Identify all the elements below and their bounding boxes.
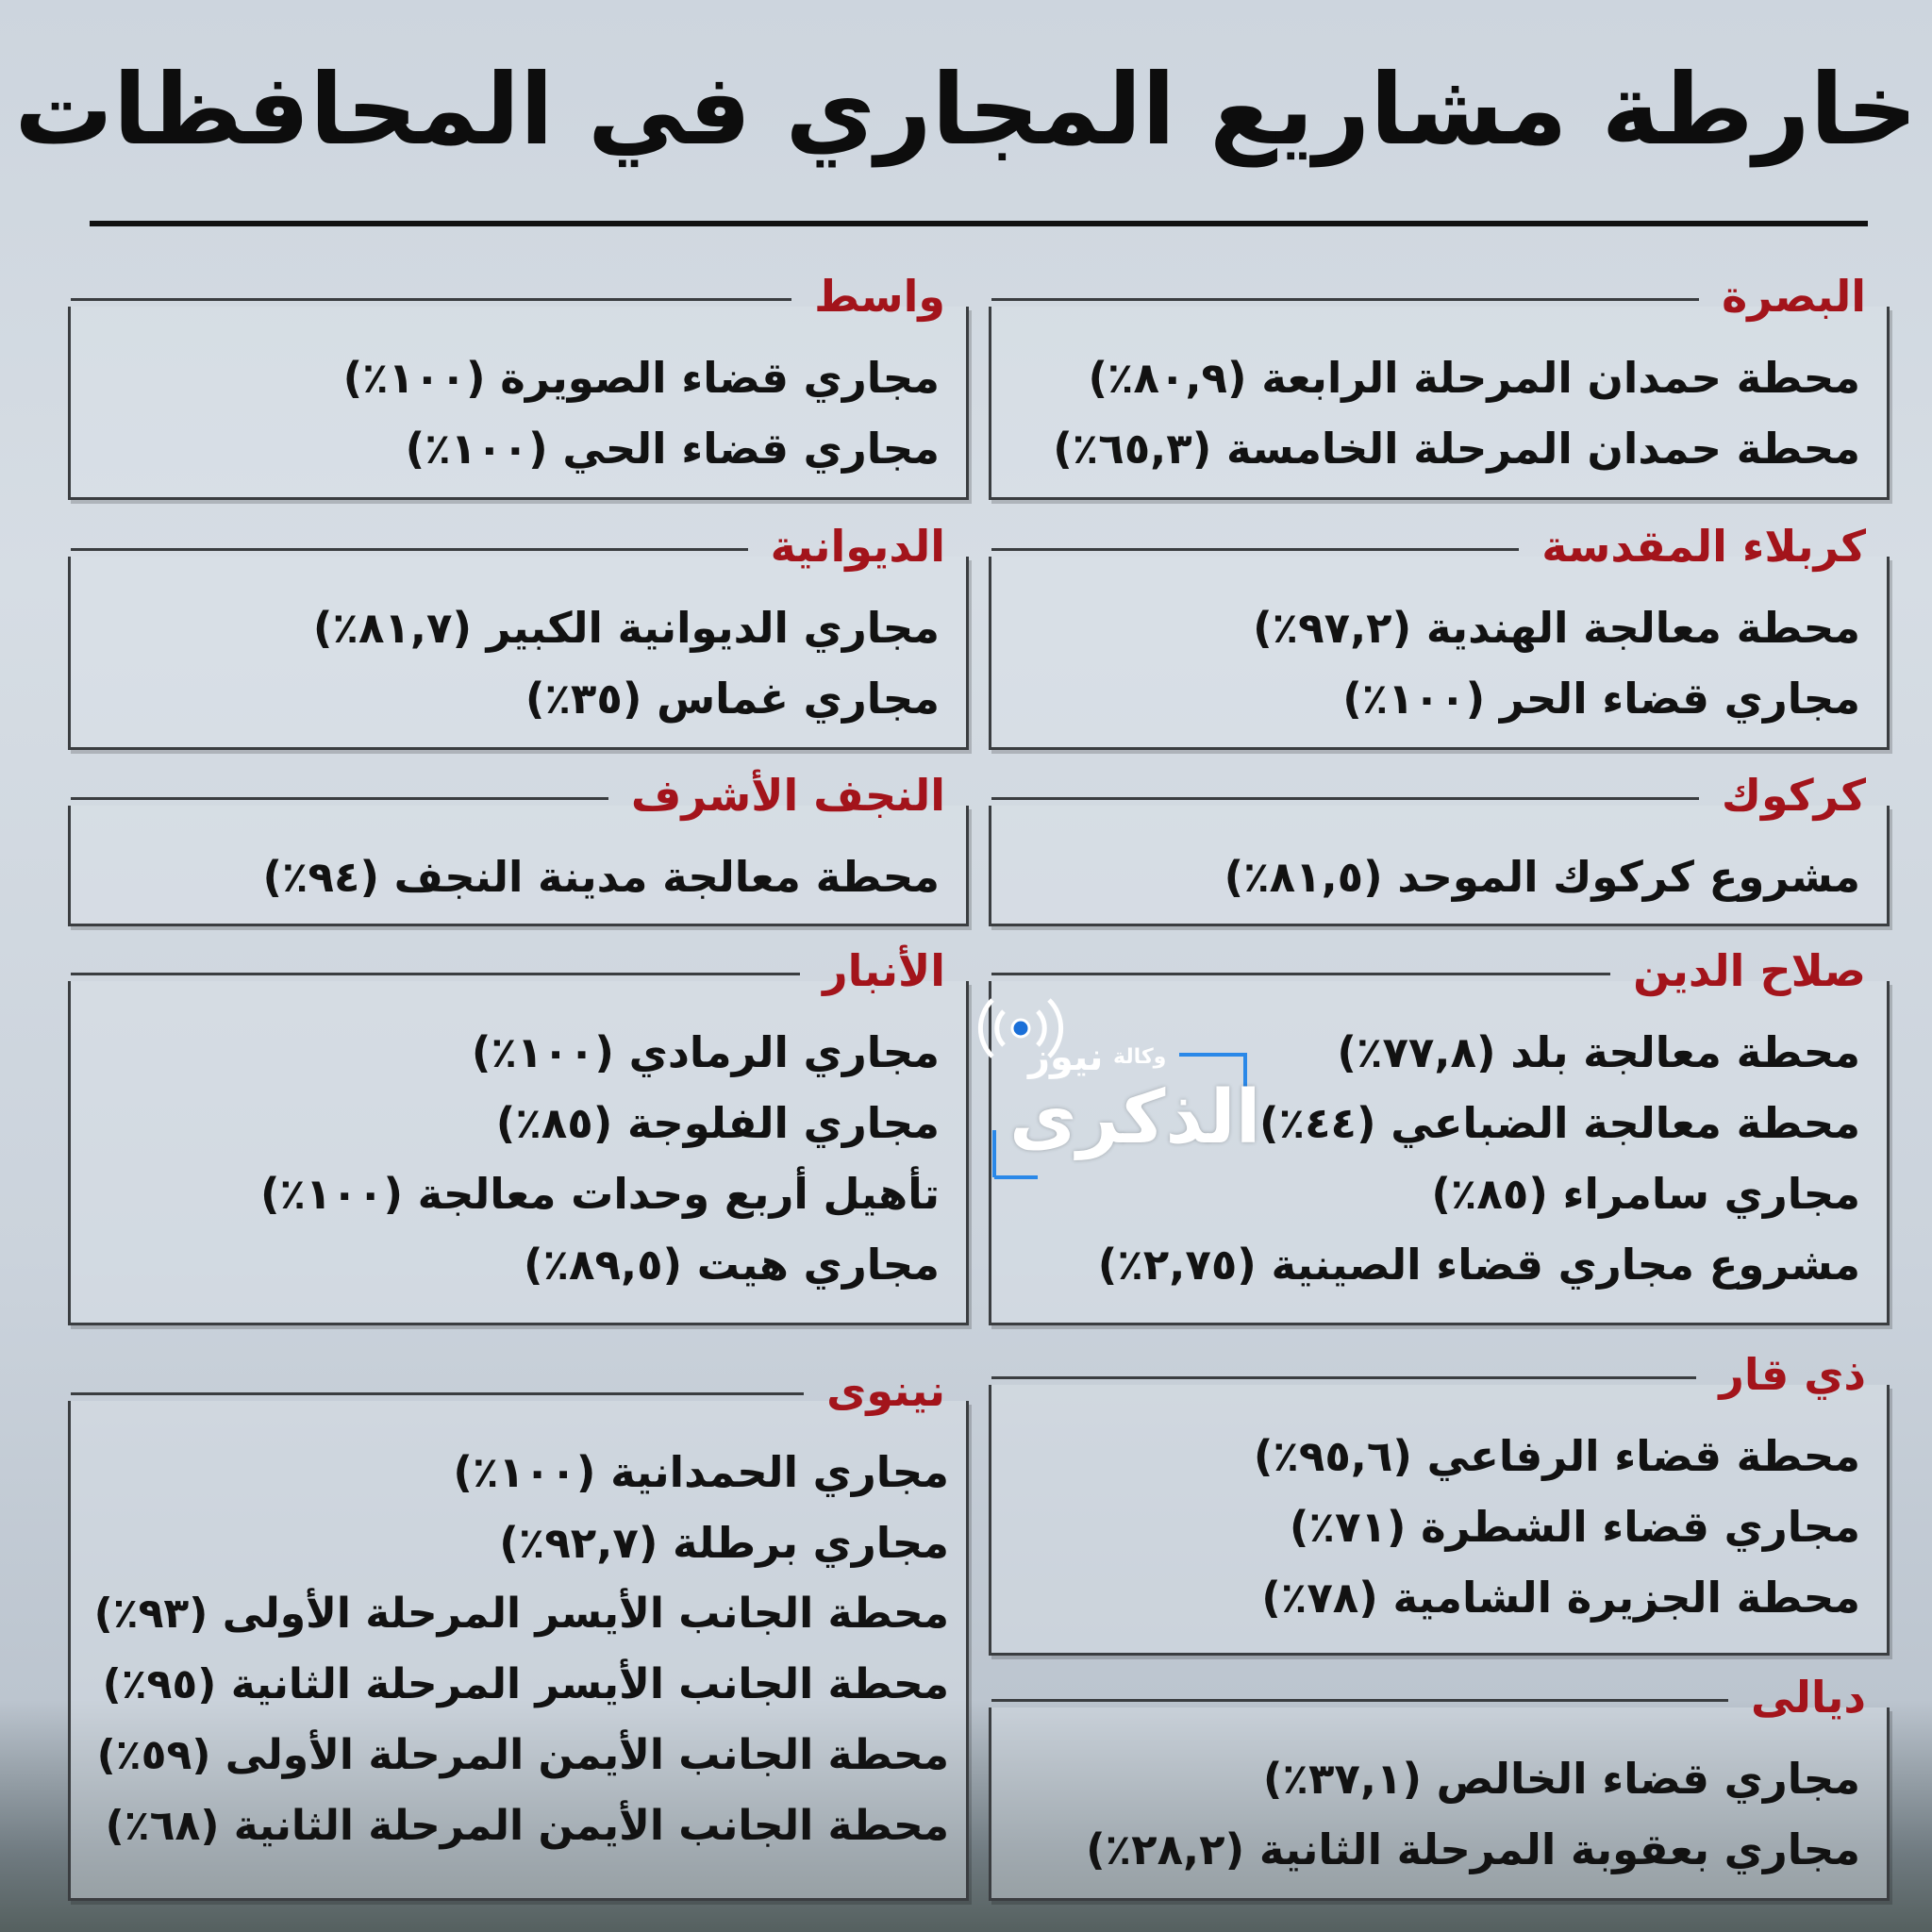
panel-diwaniyah bbox=[68, 521, 969, 750]
panel-karbala bbox=[989, 521, 1890, 750]
project-item: مشروع كركوك الموحد (٨١,٥٪) bbox=[1224, 852, 1860, 902]
province-name: النجف الأشرف bbox=[630, 770, 945, 821]
province-name: ديالى bbox=[1751, 1672, 1866, 1723]
panel-najaf bbox=[68, 770, 969, 926]
project-item: محطة معالجة مدينة النجف (٩٤٪) bbox=[262, 852, 940, 902]
page-title: خارطة مشاريع المجاري في المحافظات bbox=[14, 52, 1918, 167]
project-item: مجاري سامراء (٨٥٪) bbox=[1431, 1169, 1860, 1219]
project-item: محطة الجانب الأيسر المرحلة الثانية (٩٥٪) bbox=[102, 1660, 949, 1708]
panel-dhiqar bbox=[989, 1349, 1890, 1656]
title-divider bbox=[90, 221, 1868, 226]
logo-brand-main: الذكرى bbox=[1009, 1075, 1261, 1160]
panel-basra bbox=[989, 271, 1890, 500]
project-item: مجاري بعقوبة المرحلة الثانية (٢٨,٢٪) bbox=[1086, 1824, 1860, 1874]
project-item: محطة معالجة بلد (٧٧,٨٪) bbox=[1337, 1027, 1860, 1077]
province-name: الأنبار bbox=[823, 945, 945, 996]
project-item: مجاري هيت (٨٩,٥٪) bbox=[524, 1240, 940, 1290]
project-item: تأهيل أربع وحدات معالجة (١٠٠٪) bbox=[259, 1169, 940, 1219]
panel-nineveh bbox=[68, 1365, 969, 1901]
logo-agency-text: وكالة bbox=[1113, 1045, 1167, 1069]
province-name: صلاح الدين bbox=[1633, 945, 1866, 996]
project-item: مجاري الفلوجة (٨٥٪) bbox=[495, 1098, 940, 1148]
province-name: كربلاء المقدسة bbox=[1541, 521, 1866, 572]
panel-kirkuk bbox=[989, 770, 1890, 926]
project-item: محطة حمدان المرحلة الخامسة (٦٥,٣٪) bbox=[1053, 424, 1860, 474]
agency-logo bbox=[972, 989, 1261, 1187]
logo-brand-top: نيوز bbox=[1028, 1036, 1104, 1079]
panel-anbar bbox=[68, 945, 969, 1325]
province-name: كركوك bbox=[1721, 770, 1866, 821]
project-item: محطة الجانب الأيمن المرحلة الأولى (٥٩٪) bbox=[96, 1731, 949, 1779]
project-item: مجاري غماس (٣٥٪) bbox=[525, 674, 940, 724]
project-item: محطة معالجة الهندية (٩٧,٢٪) bbox=[1253, 603, 1860, 653]
province-name: واسط bbox=[814, 271, 945, 322]
project-item: مجاري برطلة (٩٢,٧٪) bbox=[499, 1518, 949, 1568]
project-item: مجاري قضاء الخالص (٣٧,١٪) bbox=[1262, 1754, 1860, 1804]
project-item: مشروع مجاري قضاء الصينية (٢,٧٥٪) bbox=[1097, 1240, 1860, 1290]
panel-diyala bbox=[989, 1672, 1890, 1901]
project-item: مجاري الديوانية الكبير (٨١,٧٪) bbox=[312, 603, 940, 653]
project-item: محطة قضاء الرفاعي (٩٥,٦٪) bbox=[1253, 1431, 1860, 1481]
province-name: الديوانية bbox=[770, 521, 945, 572]
project-item: محطة الجانب الأيسر المرحلة الأولى (٩٣٪) bbox=[93, 1590, 949, 1638]
panel-wasit bbox=[68, 271, 969, 500]
project-item: محطة حمدان المرحلة الرابعة (٨٠,٩٪) bbox=[1088, 353, 1860, 403]
project-item: مجاري قضاء الصويرة (١٠٠٪) bbox=[342, 353, 940, 403]
project-item: محطة الجزيرة الشامية (٧٨٪) bbox=[1261, 1573, 1860, 1623]
province-name: البصرة bbox=[1722, 271, 1866, 322]
project-item: مجاري قضاء الشطرة (٧١٪) bbox=[1289, 1502, 1860, 1552]
province-name: نينوى bbox=[826, 1365, 945, 1416]
province-name: ذي قار bbox=[1719, 1349, 1866, 1400]
project-item: محطة الجانب الأيمن المرحلة الثانية (٦٨٪) bbox=[105, 1802, 949, 1850]
project-item: محطة معالجة الضباعي (٤٤٪) bbox=[1259, 1098, 1860, 1148]
project-item: مجاري قضاء الحر (١٠٠٪) bbox=[1342, 674, 1860, 724]
project-item: مجاري الحمدانية (١٠٠٪) bbox=[453, 1447, 949, 1497]
project-item: مجاري الرمادي (١٠٠٪) bbox=[471, 1027, 940, 1077]
project-item: مجاري قضاء الحي (١٠٠٪) bbox=[405, 424, 940, 474]
